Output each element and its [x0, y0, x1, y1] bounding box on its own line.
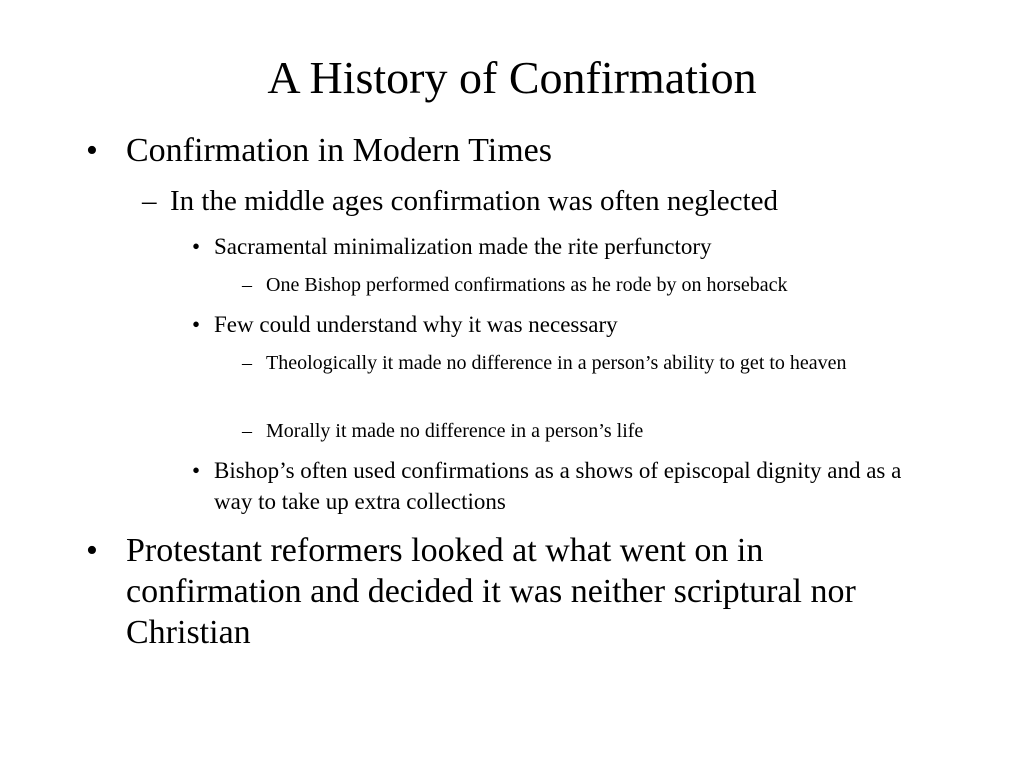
bullet-level-3 [192, 455, 914, 517]
bullet-marker: • [86, 532, 98, 569]
bullet-marker: • [192, 312, 201, 337]
slide-title: A History of Confirmation [267, 52, 757, 103]
bullet-text: Few could understand why it was necessary [214, 312, 618, 337]
bullet-level-1 [86, 530, 866, 653]
bullet-marker: • [192, 458, 201, 483]
bullet-text: Sacramental minimalization made the rite perfunctory [214, 234, 712, 259]
bullet-level-3 [192, 231, 914, 262]
bullet-marker: • [86, 132, 98, 169]
bullet-level-4 [242, 271, 946, 299]
bullet-text: Protestant reformers looked at what went on in confirmation and decided it was neither scriptural nor Christian [126, 532, 856, 651]
bullet-level-1 [86, 130, 866, 171]
bullet-level-4 [242, 349, 946, 377]
dash-marker: – [142, 185, 157, 217]
bullet-text: One Bishop performed confirmations as he rode by on horseback [266, 274, 788, 296]
bullet-text: Bishop’s often used confirmations as a shows of episcopal dignity and as a way to take up extra collections [214, 458, 902, 514]
bullet-level-2 [142, 184, 910, 219]
dash-marker: – [242, 274, 252, 296]
bullet-text: Confirmation in Modern Times [126, 132, 552, 169]
dash-marker: – [242, 420, 252, 442]
dash-marker: – [242, 352, 252, 374]
bullet-text: Theologically it made no difference in a person’s ability to get to heaven [266, 352, 847, 374]
bullet-level-3 [192, 309, 914, 340]
bullet-text: In the middle ages confirmation was often neglected [170, 185, 778, 217]
bullet-level-4 [242, 417, 946, 445]
bullet-text: Morally it made no difference in a person’s life [266, 420, 644, 442]
bullet-marker: • [192, 234, 201, 259]
